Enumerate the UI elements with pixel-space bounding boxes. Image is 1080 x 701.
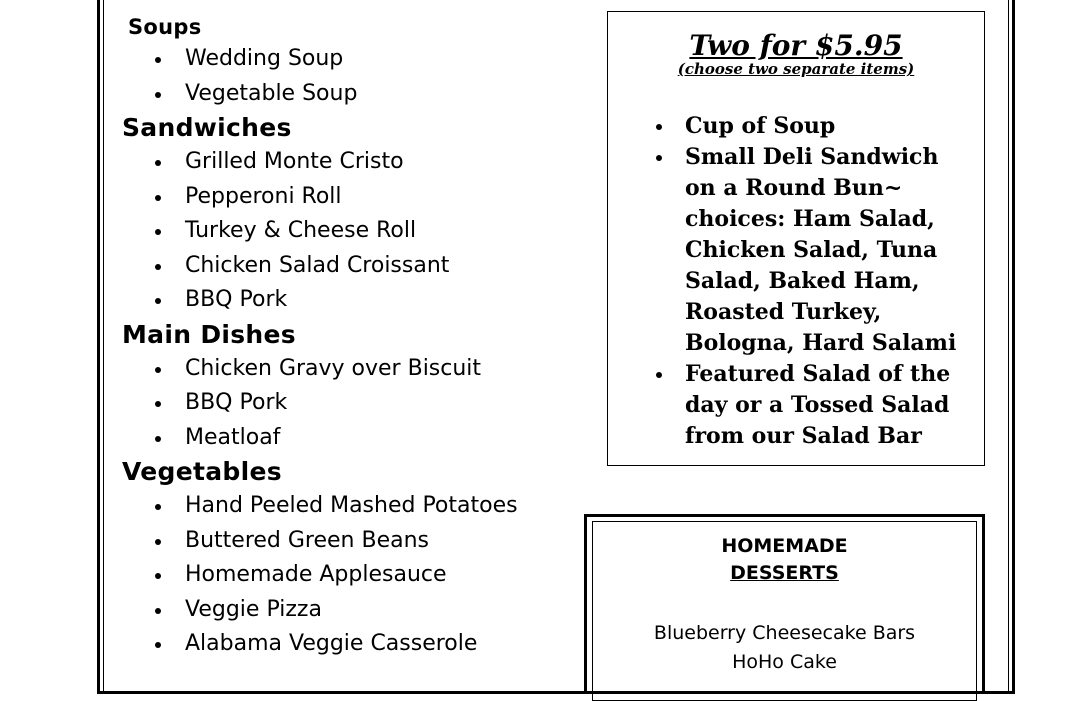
list-item: Cup of Soup [608, 111, 984, 142]
list-item: HoHo Cake [732, 651, 837, 673]
special-title: Two for $5.95 [689, 29, 903, 62]
special-offer-box [607, 11, 985, 466]
list-item: Pepperoni Roll [122, 180, 592, 215]
list-item: BBQ Pork [122, 283, 592, 318]
list-item: Turkey & Cheese Roll [122, 214, 592, 249]
sandwiches-list [122, 145, 592, 318]
list-item: Blueberry Cheesecake Bars [653, 622, 916, 644]
desserts-heading-line1: HOMEMADE [721, 535, 848, 557]
list-item: Chicken Salad Croissant [122, 249, 592, 284]
section-heading-main-dishes: Main Dishes [122, 319, 296, 349]
list-item: Veggie Pizza [122, 593, 592, 628]
list-item: Alabama Veggie Casserole [122, 627, 592, 662]
vegetables-list [122, 489, 592, 662]
menu-column [122, 12, 592, 662]
list-item: Vegetable Soup [122, 77, 592, 112]
special-items-list [608, 111, 984, 452]
list-item: Chicken Gravy over Biscuit [122, 352, 592, 387]
list-item: Small Deli Sandwich on a Round Bun~ choices: Ham Salad, Chicken Salad, Tuna Salad, Baked Ham, Roasted Turkey, Bologna, Hard Salami [608, 142, 984, 359]
special-subtitle: (choose two separate items) [677, 60, 915, 78]
list-item: Buttered Green Beans [122, 524, 592, 559]
list-item: Featured Salad of the day or a Tossed Salad from our Salad Bar [608, 359, 984, 452]
section-heading-sandwiches: Sandwiches [122, 113, 292, 142]
main-dishes-list [122, 352, 592, 456]
list-item: Hand Peeled Mashed Potatoes [122, 489, 592, 524]
section-heading-vegetables: Vegetables [122, 457, 282, 486]
list-item: Homemade Applesauce [122, 558, 592, 593]
list-item: BBQ Pork [122, 386, 592, 421]
desserts-list [592, 619, 977, 677]
desserts-heading-line2 [592, 560, 977, 586]
list-item: Wedding Soup [122, 42, 592, 77]
desserts-heading-text: DESSERTS [730, 562, 839, 584]
list-item: Grilled Monte Cristo [122, 145, 592, 180]
section-heading-soups: Soups [128, 15, 202, 39]
soups-list [122, 42, 592, 111]
list-item: Meatloaf [122, 421, 592, 456]
